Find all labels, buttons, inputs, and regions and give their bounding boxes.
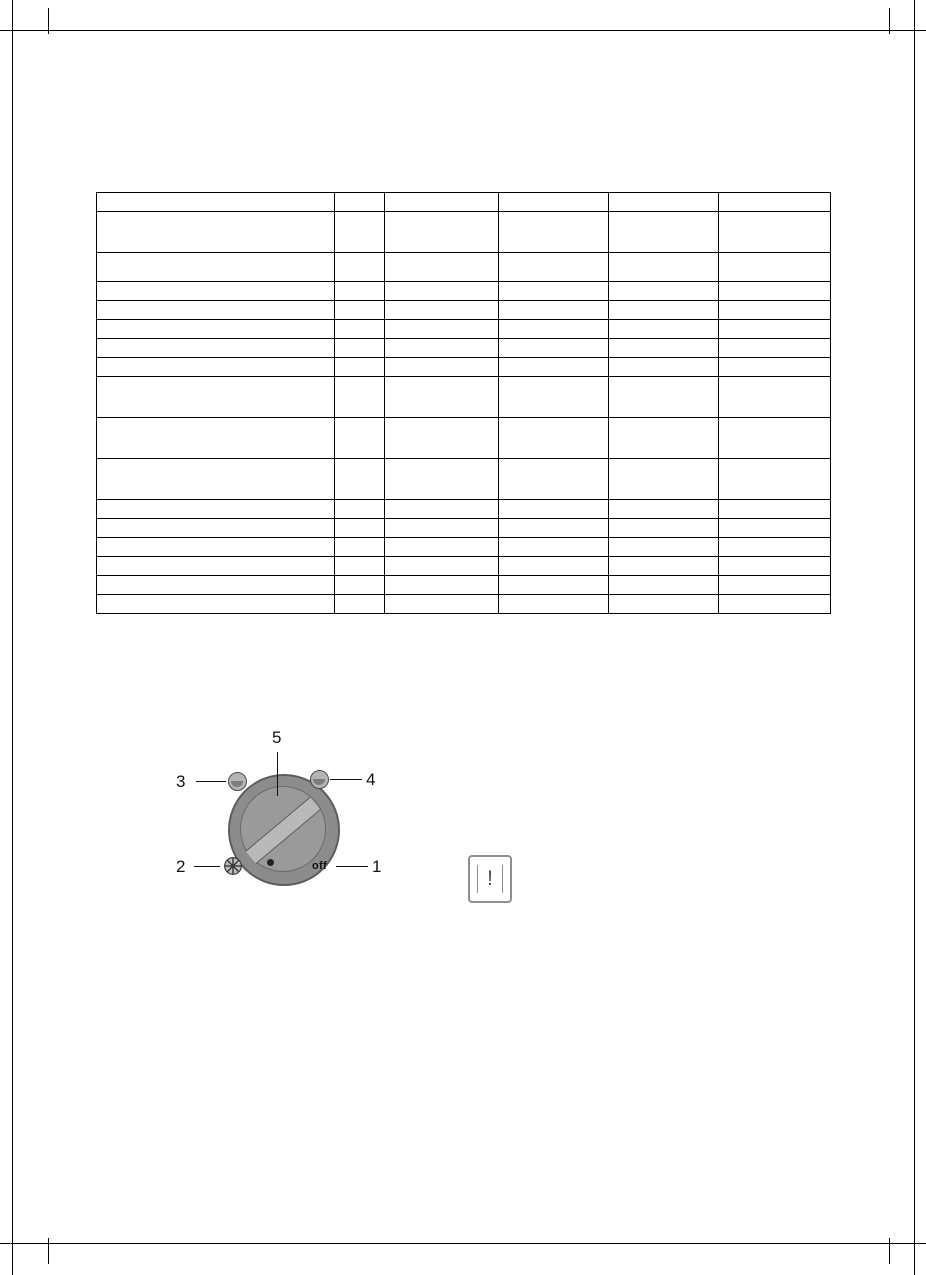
page-rule-left <box>12 0 13 1275</box>
table-cell <box>335 500 385 519</box>
table-cell <box>499 595 609 614</box>
control-knob-figure <box>160 730 420 910</box>
table-cell <box>499 576 609 595</box>
table-cell <box>499 500 609 519</box>
table-row <box>97 538 831 557</box>
table-cell <box>499 418 609 459</box>
table-cell <box>385 212 499 253</box>
table-cell <box>385 253 499 282</box>
table-cell <box>609 301 719 320</box>
table-cell <box>97 358 335 377</box>
table-cell <box>335 339 385 358</box>
table-cell <box>609 538 719 557</box>
table-cell <box>499 557 609 576</box>
table-cell <box>609 339 719 358</box>
table-row <box>97 418 831 459</box>
table-cell <box>609 500 719 519</box>
table-cell <box>719 377 831 418</box>
table-cell <box>499 519 609 538</box>
table-cell <box>97 193 335 212</box>
table-cell <box>609 519 719 538</box>
table-cell <box>385 557 499 576</box>
knob-slot-indicator <box>245 797 320 864</box>
table-cell <box>719 538 831 557</box>
table-row <box>97 339 831 358</box>
table-cell <box>97 538 335 557</box>
table-cell <box>719 418 831 459</box>
table-cell <box>719 358 831 377</box>
table-cell <box>719 320 831 339</box>
table-cell <box>385 519 499 538</box>
table-row <box>97 253 831 282</box>
table-row <box>97 193 831 212</box>
table-cell <box>335 301 385 320</box>
table-cell <box>719 595 831 614</box>
table-cell <box>335 418 385 459</box>
table-cell <box>609 253 719 282</box>
off-label: off <box>312 860 327 872</box>
table-cell <box>499 193 609 212</box>
callout-number-2: 2 <box>176 857 186 876</box>
oval-lamp-icon-left <box>228 772 247 791</box>
table-row <box>97 557 831 576</box>
table-cell <box>609 377 719 418</box>
table-cell <box>719 253 831 282</box>
page-rule-bottom <box>0 1243 926 1244</box>
table-cell <box>385 459 499 500</box>
callout-number-4: 4 <box>366 770 376 789</box>
table-cell <box>335 377 385 418</box>
table-cell <box>719 576 831 595</box>
table-cell <box>499 358 609 377</box>
table-cell <box>385 358 499 377</box>
table-cell <box>609 212 719 253</box>
table-cell <box>97 519 335 538</box>
table-cell <box>609 595 719 614</box>
table-row <box>97 459 831 500</box>
table-cell <box>499 538 609 557</box>
table-cell <box>719 193 831 212</box>
table-row <box>97 595 831 614</box>
table-cell <box>719 557 831 576</box>
table-cell <box>385 193 499 212</box>
table-cell <box>385 538 499 557</box>
table-cell <box>385 339 499 358</box>
table-cell <box>335 282 385 301</box>
table-cell <box>335 557 385 576</box>
table-cell <box>719 339 831 358</box>
table-cell <box>335 193 385 212</box>
table-cell <box>385 320 499 339</box>
table-cell <box>97 595 335 614</box>
table-row <box>97 301 831 320</box>
callout-number-3: 3 <box>176 772 186 791</box>
table-cell <box>335 576 385 595</box>
table-cell <box>97 459 335 500</box>
leader-line-2 <box>194 866 220 867</box>
leader-line-5 <box>277 752 278 796</box>
table-cell <box>97 418 335 459</box>
table-cell <box>719 212 831 253</box>
callout-number-5: 5 <box>272 728 282 747</box>
page-rule-right <box>914 0 915 1275</box>
table-cell <box>499 459 609 500</box>
table-cell <box>609 459 719 500</box>
leader-line-3 <box>196 781 226 782</box>
table-cell <box>385 377 499 418</box>
table-cell <box>97 212 335 253</box>
table-cell <box>499 377 609 418</box>
table-cell <box>499 282 609 301</box>
table-cell <box>719 459 831 500</box>
table-cell <box>719 500 831 519</box>
table-row <box>97 500 831 519</box>
table-cell <box>97 377 335 418</box>
table-cell <box>335 538 385 557</box>
table-row <box>97 576 831 595</box>
table-row <box>97 358 831 377</box>
table-cell <box>499 320 609 339</box>
table-cell <box>385 301 499 320</box>
table-cell <box>335 253 385 282</box>
table-cell <box>335 595 385 614</box>
crop-mark-bottom-left <box>48 1238 49 1264</box>
table-cell <box>335 320 385 339</box>
callout-number-1: 1 <box>372 857 382 876</box>
specification-table <box>96 192 831 614</box>
table-cell <box>97 339 335 358</box>
table-cell <box>609 282 719 301</box>
table-cell <box>385 500 499 519</box>
oval-lamp-notch <box>313 779 325 785</box>
table-cell <box>385 576 499 595</box>
table-row <box>97 377 831 418</box>
table-cell <box>335 459 385 500</box>
crop-mark-bottom-right <box>889 1238 890 1264</box>
oval-lamp-notch <box>231 781 243 787</box>
table-cell <box>609 358 719 377</box>
table-cell <box>335 519 385 538</box>
page-rule-top <box>0 30 926 31</box>
leader-line-1 <box>336 866 368 867</box>
table-cell <box>385 282 499 301</box>
table-cell <box>499 339 609 358</box>
table-cell <box>97 253 335 282</box>
oval-lamp-icon-right <box>310 770 329 789</box>
leader-line-4 <box>330 779 362 780</box>
table-cell <box>499 253 609 282</box>
table-cell <box>97 301 335 320</box>
table-cell <box>97 500 335 519</box>
table-cell <box>609 576 719 595</box>
table-cell <box>97 576 335 595</box>
table-cell <box>609 557 719 576</box>
table-cell <box>609 320 719 339</box>
table-cell <box>385 418 499 459</box>
table-cell <box>97 320 335 339</box>
table-cell <box>719 519 831 538</box>
knob-position-dot <box>267 859 274 866</box>
table-row <box>97 212 831 253</box>
attention-note-icon <box>468 855 512 903</box>
table-cell <box>335 358 385 377</box>
table-cell <box>719 282 831 301</box>
exclamation-glyph: ! <box>487 867 493 890</box>
table-cell <box>97 557 335 576</box>
table-cell <box>499 212 609 253</box>
table-cell <box>719 301 831 320</box>
table-cell <box>335 212 385 253</box>
table-body <box>97 193 831 614</box>
table-row <box>97 320 831 339</box>
snowflake-icon <box>223 856 243 876</box>
table-cell <box>609 418 719 459</box>
table-cell <box>385 595 499 614</box>
table-row <box>97 519 831 538</box>
table-cell <box>609 193 719 212</box>
table-cell <box>97 282 335 301</box>
table-row <box>97 282 831 301</box>
table-cell <box>499 301 609 320</box>
